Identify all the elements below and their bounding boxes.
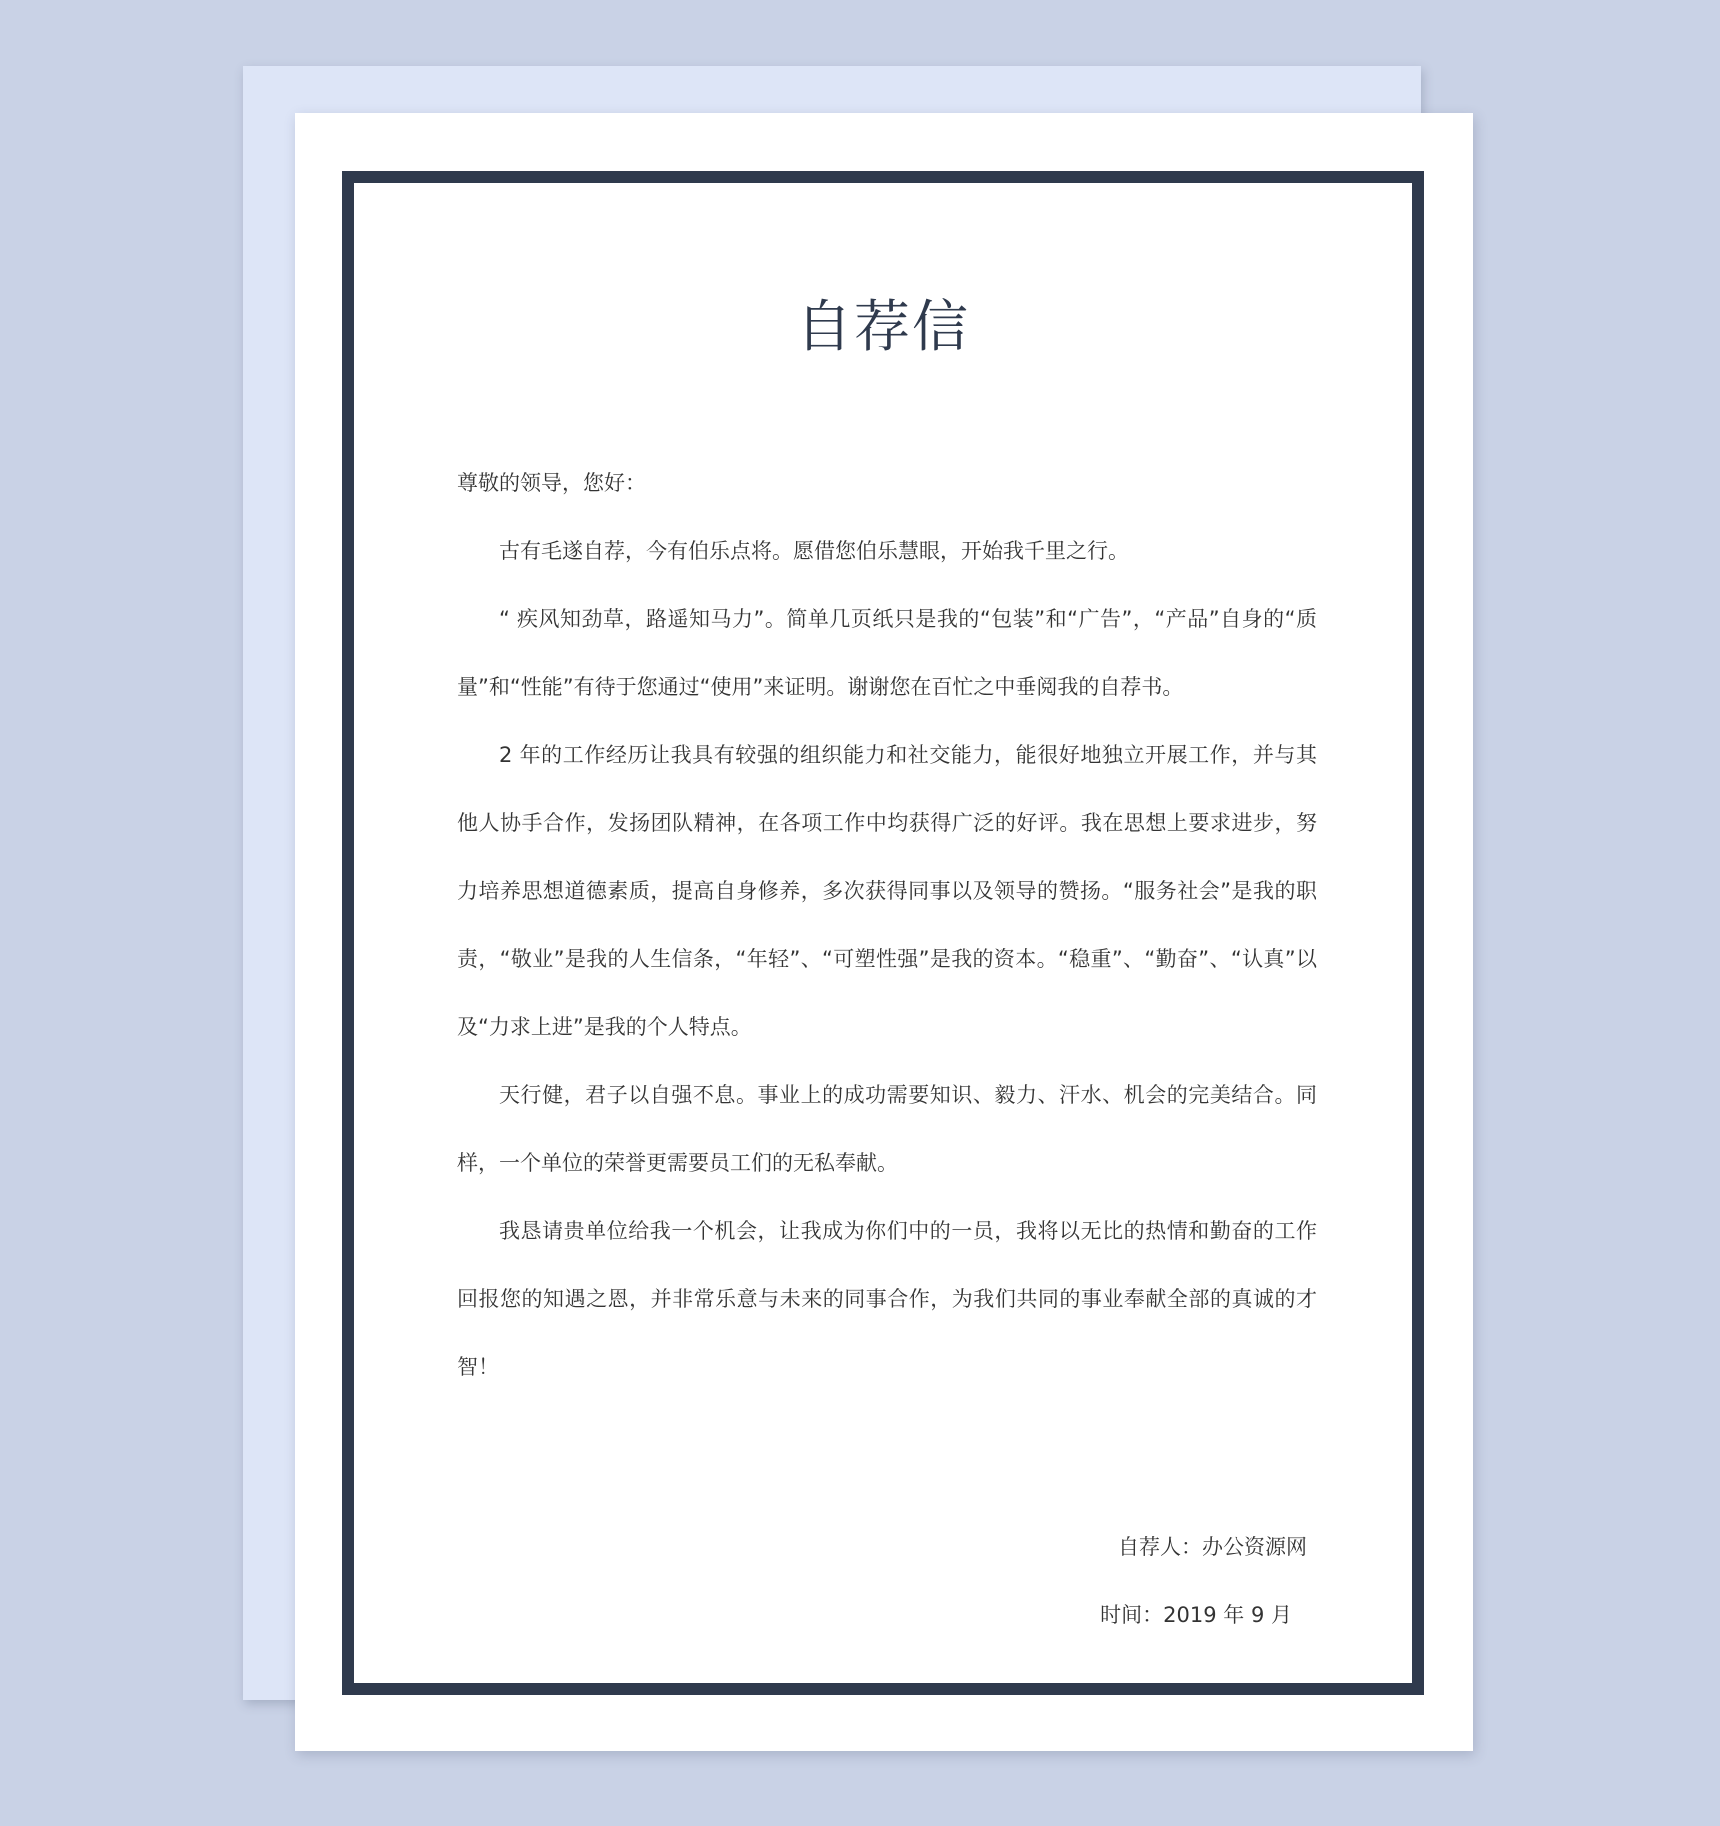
paragraph-5: 我恳请贵单位给我一个机会，让我成为你们中的一员，我将以无比的热情和勤奋的工作回报您的知遇之恩，并非常乐意与未来的同事合作，为我们共同的事业奉献全部的真诚的才智！ [457, 1219, 1317, 1379]
paragraph-1: 古有毛遂自荐，今有伯乐点将。愿借您伯乐慧眼，开始我千里之行。 [499, 539, 1129, 563]
salutation: 尊敬的领导，您好： [457, 471, 646, 495]
letter-frame [342, 171, 1424, 1695]
letter-title: 自荐信 [796, 295, 970, 360]
signature-block [1100, 1513, 1307, 1649]
signature-date: 时间：2019 年 9 月 [1100, 1603, 1292, 1627]
paragraph-2: “ 疾风知劲草，路遥知马力”。简单几页纸只是我的“包装”和“广告”，“产品”自身的“质量”和“性能”有待于您通过“使用”来证明。谢谢您在百忙之中垂阅我的自荐书。 [457, 607, 1317, 699]
paragraph-4: 天行健，君子以自强不息。事业上的成功需要知识、毅力、汗水、机会的完美结合。同样，一个单位的荣誉更需要员工们的无私奉献。 [457, 1083, 1317, 1175]
paragraph-3: 2 年的工作经历让我具有较强的组织能力和社交能力，能很好地独立开展工作，并与其他人协手合作，发扬团队精神，在各项工作中均获得广泛的好评。我在思想上要求进步，努力培养思想道德素质，提高自身修养，多次获得同事以及领导的赞扬。“服务社会”是我的职责，“敬业”是我的人生信条，“年轻”、“可塑性强”是我的资本。“稳重”、“勤奋”、“认真”以及“力求上进”是我的个人特点。 [457, 743, 1317, 1039]
front-paper-sheet [295, 113, 1473, 1751]
letter-body [457, 449, 1317, 1401]
signature-name: 自荐人：办公资源网 [1118, 1535, 1307, 1559]
